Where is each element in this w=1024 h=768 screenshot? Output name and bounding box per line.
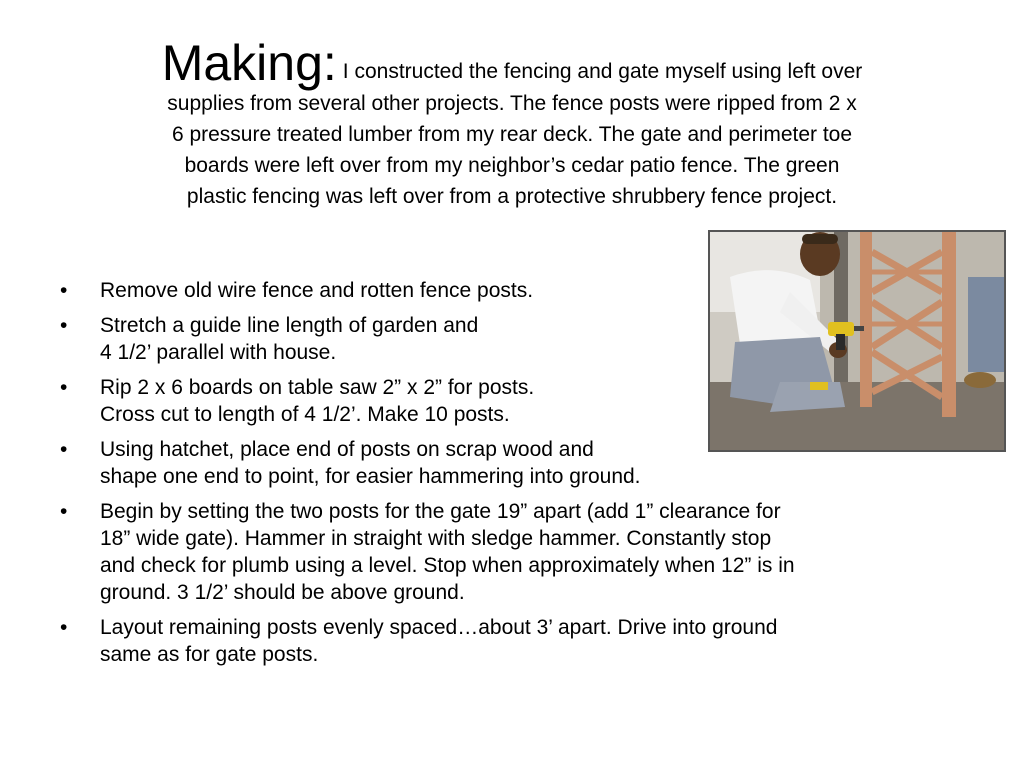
bullet-marker: • [60,279,68,302]
bullet-text: same as for gate posts. [100,643,319,666]
bullet-text: and check for plumb using a level. Stop when approximately when 12” is in [100,554,795,577]
intro-line-2: supplies from several other projects. The fence posts were ripped from 2 x [167,92,857,115]
intro-line-4: boards were left over from my neighbor’s cedar patio fence. The green [184,154,840,177]
bullet-text: Cross cut to length of 4 1/2’. Make 10 posts. [100,403,510,426]
slide-header [40,35,984,212]
list-item [56,374,976,428]
bullet-text: Using hatchet, place end of posts on scrap wood and [100,438,594,461]
bullet-text: Rip 2 x 6 boards on table saw 2” x 2” for posts. [100,376,535,399]
bullet-marker: • [60,616,68,639]
bullet-marker: • [60,438,68,461]
intro-line-5: plastic fencing was left over from a protective shrubbery fence project. [186,185,838,208]
list-item [56,436,976,490]
bullet-text: Layout remaining posts evenly spaced…about 3’ apart. Drive into ground [100,616,778,639]
bullet-marker: • [60,314,68,337]
bullet-marker: • [60,500,68,523]
slide-title: Making: [161,35,337,91]
list-item [56,312,976,366]
bullet-text: Begin by setting the two posts for the gate 19” apart (add 1” clearance for [100,500,781,523]
bullet-text: 18” wide gate). Hammer in straight with sledge hammer. Constantly stop [100,527,772,550]
list-item [56,614,976,668]
intro-line-3: 6 pressure treated lumber from my rear deck. The gate and perimeter toe [171,123,853,146]
list-item [56,498,976,606]
bullet-text: 4 1/2’ parallel with house. [100,341,337,364]
bullet-text: Stretch a guide line length of garden and [100,314,479,337]
bullet-text: ground. 3 1/2’ should be above ground. [100,581,465,604]
bullet-text: shape one end to point, for easier hammering into ground. [100,465,641,488]
list-item [56,277,976,304]
step-list [56,277,976,676]
bullet-text: Remove old wire fence and rotten fence posts. [100,279,534,302]
intro-line-1: I constructed the fencing and gate myself using left over [342,60,863,83]
bullet-marker: • [60,376,68,399]
